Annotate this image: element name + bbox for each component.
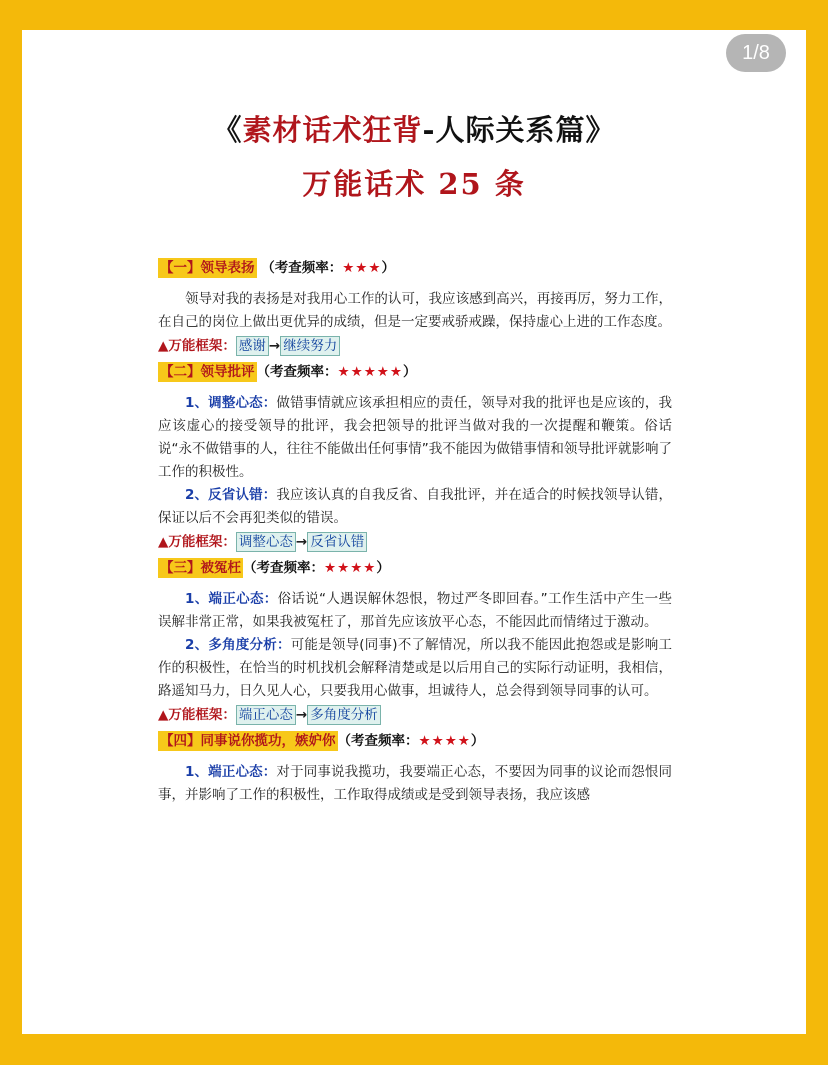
frequency-label: （考查频率： <box>261 260 343 276</box>
arrow-icon: → <box>295 534 308 550</box>
section-heading-3 <box>158 556 672 582</box>
frequency-stars: ★★★★ <box>324 560 377 576</box>
frequency-close: ） <box>403 364 417 380</box>
point-heading: 2、反省认错： <box>185 487 277 503</box>
document-page <box>22 30 806 1034</box>
frequency-label: （考查频率： <box>256 364 338 380</box>
section-paragraph <box>158 392 672 484</box>
framework-box-b: 继续努力 <box>280 336 340 356</box>
point-text: 可能是领导(同事)不了解情况，所以我不能因此抱怨或是影响工作的积极性，在恰当的时机找机会解释清楚或是以后用自己的实际行动证明，我相信，路遥知马力，日久见人心，只要我用心做事，坦诚待人，总会得到领导同事的认可。 <box>158 637 672 699</box>
point-heading: 2、多角度分析： <box>185 637 291 653</box>
point-text: 俗话说“人遇误解休怨恨，物过严冬即回春。”工作生活中产生一些误解非常正常，如果我被冤枉了，那首先应该放平心态，不能因此而情绪过于激动。 <box>158 591 672 630</box>
framework-box-b: 多角度分析 <box>307 705 381 725</box>
framework-line <box>158 334 672 360</box>
arrow-icon: → <box>295 707 308 723</box>
framework-line <box>158 703 672 729</box>
title-highlight: 素材话术狂背 <box>242 113 423 147</box>
frequency-stars: ★★★ <box>342 260 382 276</box>
framework-label: ▲万能框架： <box>158 534 236 550</box>
framework-box-b: 反省认错 <box>307 532 367 552</box>
section-paragraph: 领导对我的表扬是对我用心工作的认可，我应该感到高兴，再接再厉，努力工作，在自己的岗位上做出更优异的成绩，但是一定要戒骄戒躁，保持虚心上进的工作态度。 <box>158 291 672 330</box>
arrow-icon: → <box>268 338 281 354</box>
point-text: 做错事情就应该承担相应的责任，领导对我的批评也是应该的，我应该虚心的接受领导的批评，我会把领导的批评当做对我的一次提醒和鞭策。俗话说“永不做错事的人，往往不能做出任何事情”我不能因为做错事情和领导批评就影响了工作的积极性。 <box>158 395 672 480</box>
framework-label: ▲万能框架： <box>158 707 236 723</box>
page-subtitle: 万能话术 25 条 <box>302 167 526 201</box>
section-tag: 【四】同事说你揽功，嫉妒你 <box>160 733 336 749</box>
content <box>158 256 672 807</box>
point-text: 对于同事说我揽功，我要端正心态，不要因为同事的议论而怨恨同事，并影响了工作的积极性，工作取得成绩或是受到领导表扬，我应该感 <box>158 764 672 803</box>
page-counter: 1/8 <box>726 34 786 72</box>
point-heading: 1、端正心态： <box>185 591 278 607</box>
point-heading: 1、调整心态： <box>185 395 277 411</box>
title-open: 《 <box>212 113 243 147</box>
section-tag: 【三】被冤枉 <box>160 560 241 576</box>
section-heading-2 <box>158 360 672 386</box>
section-paragraph <box>158 484 672 530</box>
frequency-stars: ★★★★ <box>418 733 471 749</box>
frequency-close: ） <box>376 560 390 576</box>
framework-box-a: 调整心态 <box>236 532 296 552</box>
page-title <box>22 108 806 149</box>
section-heading-4 <box>158 729 672 755</box>
frequency-close: ） <box>470 733 485 749</box>
frequency-stars: ★★★★★ <box>337 364 404 380</box>
framework-box-a: 感谢 <box>236 336 269 356</box>
section-paragraph <box>158 761 672 807</box>
framework-box-a: 端正心态 <box>236 705 296 725</box>
title-rest: -人际关系篇》 <box>422 113 616 147</box>
section-tag: 【二】领导批评 <box>160 364 255 380</box>
point-text: 我应该认真的自我反省、自我批评，并在适合的时候找领导认错，保证以后不会再犯类似的错误。 <box>158 487 672 526</box>
section-heading-1 <box>158 256 672 282</box>
section-paragraph <box>158 634 672 703</box>
section-tag: 【一】领导表扬 <box>160 260 255 276</box>
frequency-label: （考查频率： <box>243 560 324 576</box>
frequency-close: ） <box>381 260 396 276</box>
framework-label: ▲万能框架： <box>158 338 236 354</box>
point-heading: 1、端正心态： <box>185 764 277 780</box>
framework-line <box>158 530 672 556</box>
frequency-label: （考查频率： <box>337 733 419 749</box>
section-paragraph <box>158 588 672 634</box>
